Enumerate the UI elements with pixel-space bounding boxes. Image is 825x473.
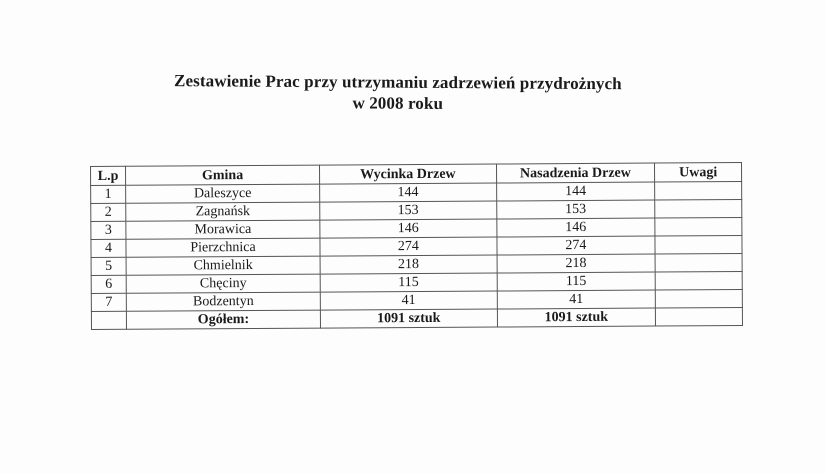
cell-nasadzenia: 115 (497, 272, 656, 291)
total-uwagi-empty (656, 308, 743, 327)
cell-wycinka: 115 (320, 273, 497, 292)
cell-lp: 7 (91, 293, 126, 311)
cell-lp: 6 (91, 275, 126, 293)
header-nasadzenia: Nasadzenia Drzew (496, 163, 655, 183)
cell-nasadzenia: 41 (497, 290, 656, 309)
header-gmina: Gmina (125, 165, 319, 185)
cell-lp: 4 (91, 239, 126, 257)
header-uwagi: Uwagi (655, 163, 742, 183)
cell-uwagi (656, 290, 743, 309)
cell-gmina: Zagnańsk (126, 202, 320, 221)
cell-lp: 2 (91, 203, 126, 221)
cell-gmina: Daleszyce (126, 184, 320, 203)
cell-wycinka: 274 (320, 237, 497, 256)
cell-gmina: Chmielnik (126, 256, 320, 275)
title-line-2: w 2008 roku (352, 93, 444, 113)
header-wycinka: Wycinka Drzew (320, 164, 497, 184)
total-nasadzenia: 1091 sztuk (497, 308, 656, 327)
summary-table (90, 162, 743, 330)
total-row (91, 308, 742, 330)
cell-lp: 5 (91, 257, 126, 275)
cell-uwagi (655, 218, 742, 237)
cell-uwagi (655, 200, 742, 219)
cell-wycinka: 153 (320, 201, 497, 220)
cell-wycinka: 146 (320, 219, 497, 238)
cell-gmina: Bodzentyn (126, 292, 320, 311)
document-title (158, 70, 638, 115)
cell-nasadzenia: 144 (496, 182, 655, 201)
cell-uwagi (655, 272, 742, 291)
title-line-1: Zestawienie Prac przy utrzymaniu zadrzewień przydrożnych (174, 71, 622, 94)
cell-uwagi (655, 182, 742, 201)
cell-uwagi (655, 254, 742, 273)
total-wycinka: 1091 sztuk (320, 309, 497, 328)
cell-nasadzenia: 153 (496, 200, 655, 219)
cell-gmina: Chęciny (126, 274, 320, 293)
cell-lp: 1 (91, 185, 126, 203)
summary-table-wrapper (90, 162, 743, 330)
cell-nasadzenia: 146 (496, 218, 655, 237)
cell-nasadzenia: 274 (496, 236, 655, 255)
cell-nasadzenia: 218 (497, 254, 656, 273)
header-lp: L.p (91, 166, 126, 185)
cell-wycinka: 218 (320, 255, 497, 274)
cell-wycinka: 41 (320, 291, 497, 310)
cell-gmina: Morawica (126, 220, 320, 239)
total-label: Ogółem: (126, 310, 320, 329)
cell-uwagi (655, 236, 742, 255)
cell-gmina: Pierzchnica (126, 238, 320, 257)
total-lp-empty (91, 311, 126, 329)
cell-wycinka: 144 (320, 183, 497, 202)
cell-lp: 3 (91, 221, 126, 239)
